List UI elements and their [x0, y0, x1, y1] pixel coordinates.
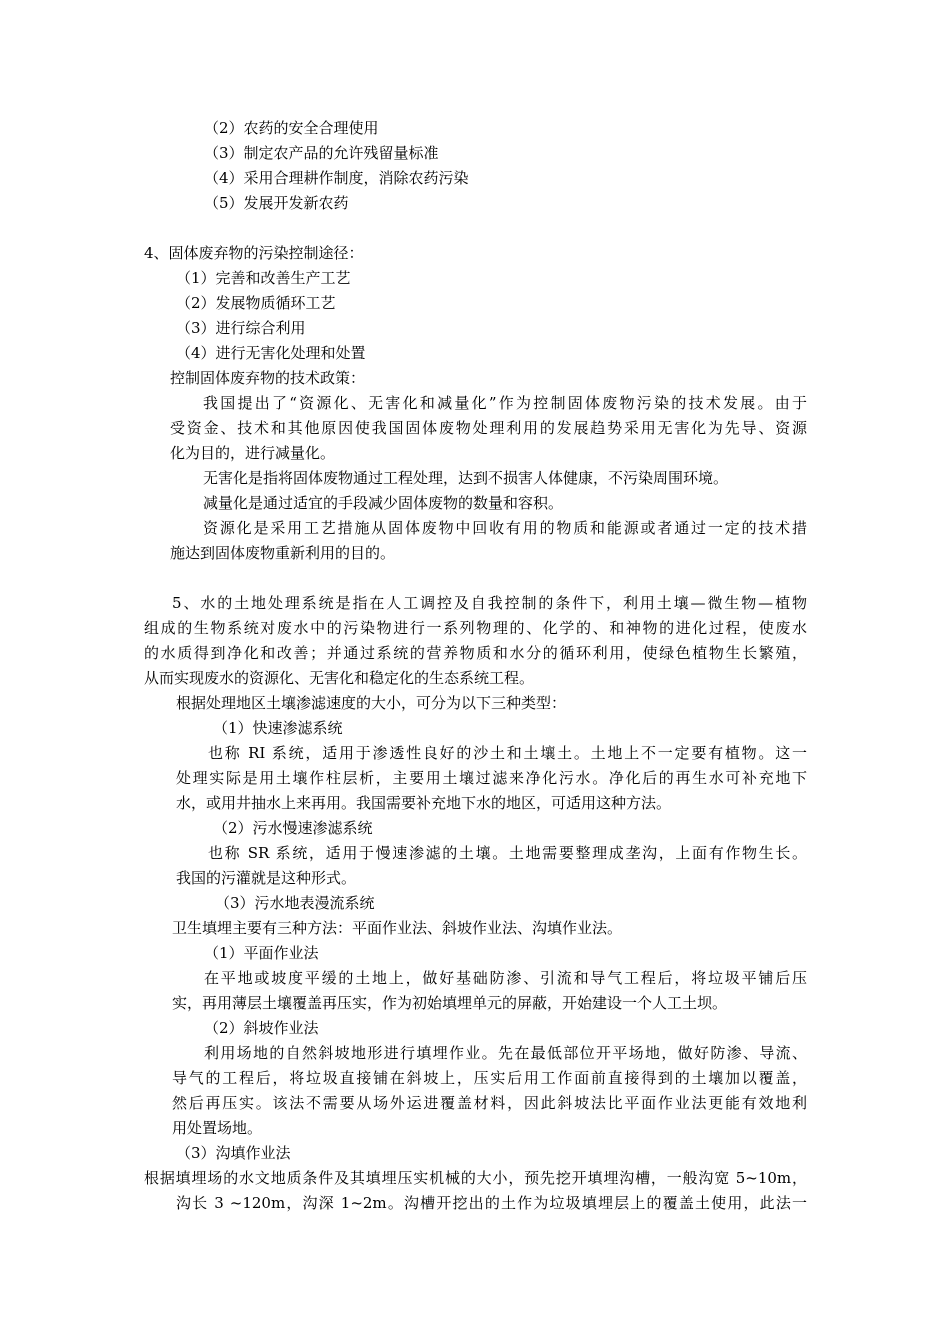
- text-line: 实，再用薄层土壤覆盖再压实，作为初始填埋单元的屏蔽，开始建设一个人工土坝。: [172, 994, 728, 1012]
- text-line: （1）快速渗滤系统: [213, 719, 343, 737]
- text-line: （4）采用合理耕作制度，消除农药污染: [204, 169, 469, 187]
- text-line: 施达到固体废物重新利用的目的。: [170, 544, 396, 562]
- section-heading: 5、水的土地处理系统是指在人工调控及自我控制的条件下，利用土壤—微生物—植物: [172, 594, 807, 612]
- text-line: （3）制定农产品的允许残留量标准: [204, 144, 439, 162]
- text-line: （2）农药的安全合理使用: [204, 119, 379, 137]
- text-line: 减量化是通过适宜的手段减少固体废物的数量和容积。: [203, 494, 564, 512]
- text-line: 然后再压实。该法不需要从场外运进覆盖材料，因此斜坡法比平面作业法更能有效地利: [172, 1094, 807, 1112]
- text-line: （1）完善和改善生产工艺: [176, 269, 351, 287]
- text-line: 的水质得到净化和改善；并通过系统的营养物质和水分的循环利用，使绿色植物生长繁殖，: [144, 644, 807, 662]
- text-line: （2）污水慢速渗滤系统: [213, 819, 373, 837]
- text-line: 沟长 3 ~120m，沟深 1~2m。沟槽开挖出的土作为垃圾填埋层上的覆盖土使用，此法一: [176, 1194, 807, 1212]
- text-line: 根据处理地区土壤渗滤速度的大小，可分为以下三种类型：: [176, 694, 567, 712]
- text-line: 也称 RI 系统，适用于渗透性良好的沙土和土壤土。土地上不一定要有植物。这一: [208, 744, 807, 762]
- text-line: 无害化是指将固体废物通过工程处理，达到不损害人体健康，不污染周围环境。: [203, 469, 729, 487]
- text-line: 用处置场地。: [172, 1119, 263, 1137]
- text-line: 处理实际是用土壤作柱层析，主要用土壤过滤来净化污水。净化后的再生水可补充地下: [176, 769, 807, 787]
- text-line: 水，或用井抽水上来再用。我国需要补充地下水的地区，可适用这种方法。: [176, 794, 672, 812]
- text-line: （2）斜坡作业法: [204, 1019, 319, 1037]
- text-line: 我国的污灌就是这种形式。: [176, 869, 357, 887]
- text-line: （3）污水地表漫流系统: [215, 894, 375, 912]
- text-line: （1）平面作业法: [204, 944, 319, 962]
- text-line: 化为目的，进行减量化。: [170, 444, 336, 462]
- text-line: 也称 SR 系统，适用于慢速渗滤的土壤。土地需要整理成垄沟，上面有作物生长。: [208, 844, 807, 862]
- text-line: 受资金、技术和其他原因使我国固体废物处理利用的发展趋势采用无害化为先导、资源: [170, 419, 807, 437]
- text-line: 卫生填埋主要有三种方法：平面作业法、斜坡作业法、沟填作业法。: [172, 919, 623, 937]
- text-line: （3）进行综合利用: [176, 319, 306, 337]
- text-line: 从而实现废水的资源化、无害化和稳定化的生态系统工程。: [144, 669, 535, 687]
- text-line: 根据填埋场的水文地质条件及其填埋压实机械的大小，预先挖开填埋沟槽，一般沟宽 5~10m，: [144, 1169, 807, 1187]
- text-line: （5）发展开发新农药: [204, 194, 349, 212]
- text-line: 我国提出了“资源化、无害化和减量化”作为控制固体废物污染的技术发展。由于: [203, 394, 807, 412]
- section-heading: 4、固体废弃物的污染控制途径：: [144, 244, 364, 262]
- text-line: 组成的生物系统对废水中的污染物进行一系列物理的、化学的、和神物的进化过程，使废水: [144, 619, 807, 637]
- text-line: 导气的工程后，将垃圾直接铺在斜坡上，压实后用工作面前直接得到的土壤加以覆盖，: [172, 1069, 807, 1087]
- text-line: （4）进行无害化处理和处置: [176, 344, 366, 362]
- text-line: 资源化是采用工艺措施从固体废物中回收有用的物质和能源或者通过一定的技术措: [203, 519, 807, 537]
- text-line: 在平地或坡度平缓的土地上，做好基础防渗、引流和导气工程后，将垃圾平铺后压: [204, 969, 807, 987]
- text-line: （3）沟填作业法: [176, 1144, 291, 1162]
- text-line: 利用场地的自然斜坡地形进行填埋作业。先在最低部位开平场地，做好防渗、导流、: [204, 1044, 807, 1062]
- text-line: 控制固体废弃物的技术政策：: [170, 369, 366, 387]
- text-line: （2）发展物质循环工艺: [176, 294, 336, 312]
